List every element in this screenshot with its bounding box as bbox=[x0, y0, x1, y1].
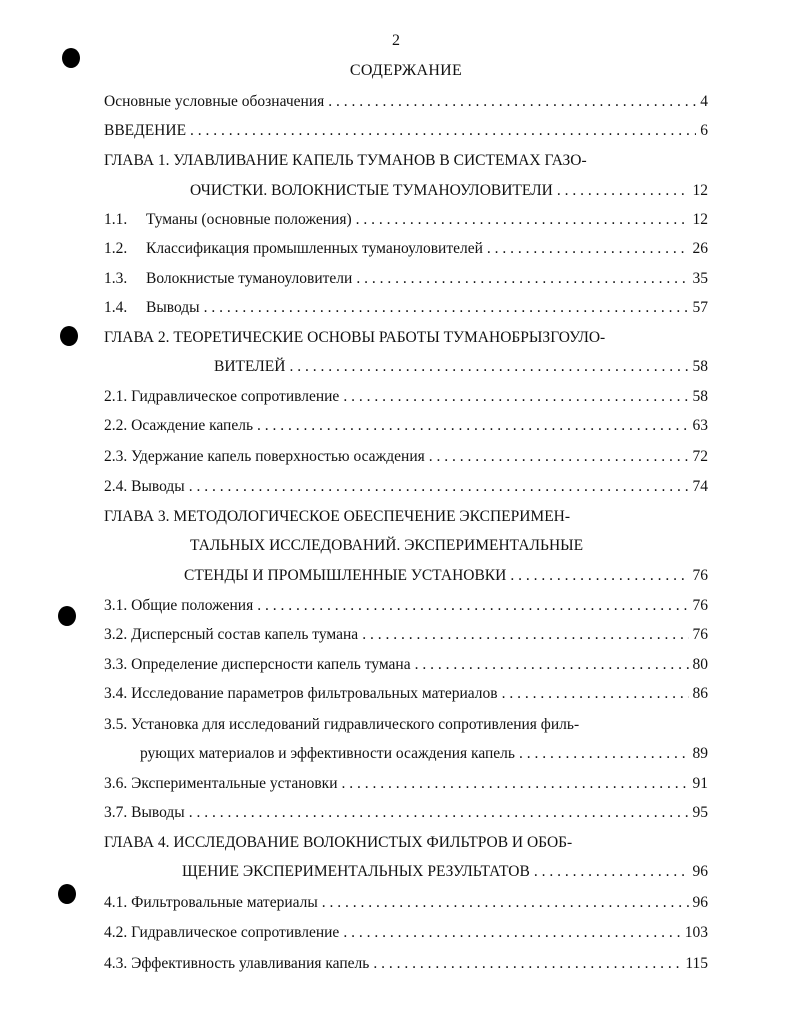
toc-entry: 3.3. Определение дисперсности капель тумана . . . 80 bbox=[104, 655, 710, 675]
toc-entry: 1.3. Волокнистые туманоуловители . . . 35 bbox=[104, 269, 710, 289]
toc-entry: 2.4. Выводы . . . 74 bbox=[104, 477, 710, 497]
toc-entry: ВИТЕЛЕЙ . . . 58 bbox=[214, 357, 710, 377]
toc-entry: 3.4. Исследование параметров фильтровальных материалов . . . 86 bbox=[104, 684, 710, 704]
toc-entry: Основные условные обозначения . . . 4 bbox=[104, 92, 710, 112]
toc-entry-continued: 3.5. Установка для исследований гидравлического сопротивления филь- bbox=[104, 716, 580, 733]
toc-entry: 2.1. Гидравлическое сопротивление . . . 58 bbox=[104, 387, 710, 407]
toc-entry: 3.6. Экспериментальные установки . . . 91 bbox=[104, 774, 710, 794]
toc-chapter-heading: ГЛАВА 3. МЕТОДОЛОГИЧЕСКОЕ ОБЕСПЕЧЕНИЕ ЭКСПЕРИМЕН- bbox=[104, 508, 571, 525]
toc-entry: 4.2. Гидравлическое сопротивление . . . 103 bbox=[104, 923, 710, 943]
toc-entry: ОЧИСТКИ. ВОЛОКНИСТЫЕ ТУМАНОУЛОВИТЕЛИ . . . 12 bbox=[190, 181, 710, 201]
toc-chapter-heading: ГЛАВА 1. УЛАВЛИВАНИЕ КАПЕЛЬ ТУМАНОВ В СИСТЕМАХ ГАЗО- bbox=[104, 152, 587, 169]
toc-entry: 4.1. Фильтровальные материалы . . . 96 bbox=[104, 893, 710, 913]
toc-entry: 2.3. Удержание капель поверхностью осаждения . . . 72 bbox=[104, 447, 710, 467]
toc-entry: ЩЕНИЕ ЭКСПЕРИМЕНТАЛЬНЫХ РЕЗУЛЬТАТОВ . . . 96 bbox=[182, 862, 710, 882]
toc-entry: 1.4. Выводы . . . 57 bbox=[104, 298, 710, 318]
toc-entry: 1.2. Классификация промышленных туманоуловителей . . . 26 bbox=[104, 239, 710, 259]
toc-chapter-heading: ГЛАВА 2. ТЕОРЕТИЧЕСКИЕ ОСНОВЫ РАБОТЫ ТУМАНОБРЫЗГОУЛО- bbox=[104, 329, 606, 346]
toc-entry: 1.1. Туманы (основные положения) . . . 12 bbox=[104, 210, 710, 230]
punch-hole bbox=[62, 48, 80, 68]
page-title: СОДЕРЖАНИЕ bbox=[349, 62, 463, 79]
page-number: 2 bbox=[392, 32, 400, 49]
toc-entry: 2.2. Осаждение капель . . . 63 bbox=[104, 416, 710, 436]
toc-chapter-heading: ТАЛЬНЫХ ИССЛЕДОВАНИЙ. ЭКСПЕРИМЕНТАЛЬНЫЕ bbox=[190, 537, 584, 554]
toc-entry: рующих материалов и эффективности осаждения капель . . . 89 bbox=[140, 744, 710, 764]
toc-entry: 3.7. Выводы . . . 95 bbox=[104, 803, 710, 823]
punch-hole bbox=[58, 606, 76, 626]
punch-hole bbox=[58, 884, 76, 904]
toc-entry: 3.1. Общие положения . . . 76 bbox=[104, 596, 710, 616]
toc-entry: СТЕНДЫ И ПРОМЫШЛЕННЫЕ УСТАНОВКИ . . . 76 bbox=[184, 566, 710, 586]
toc-entry: 4.3. Эффективность улавливания капель . . . 115 bbox=[104, 954, 710, 974]
toc-entry: ВВЕДЕНИЕ . . . 6 bbox=[104, 121, 710, 141]
toc-entry: 3.2. Дисперсный состав капель тумана . . . 76 bbox=[104, 625, 710, 645]
toc-chapter-heading: ГЛАВА 4. ИССЛЕДОВАНИЕ ВОЛОКНИСТЫХ ФИЛЬТРОВ И ОБОБ- bbox=[104, 834, 573, 851]
punch-hole bbox=[60, 326, 78, 346]
